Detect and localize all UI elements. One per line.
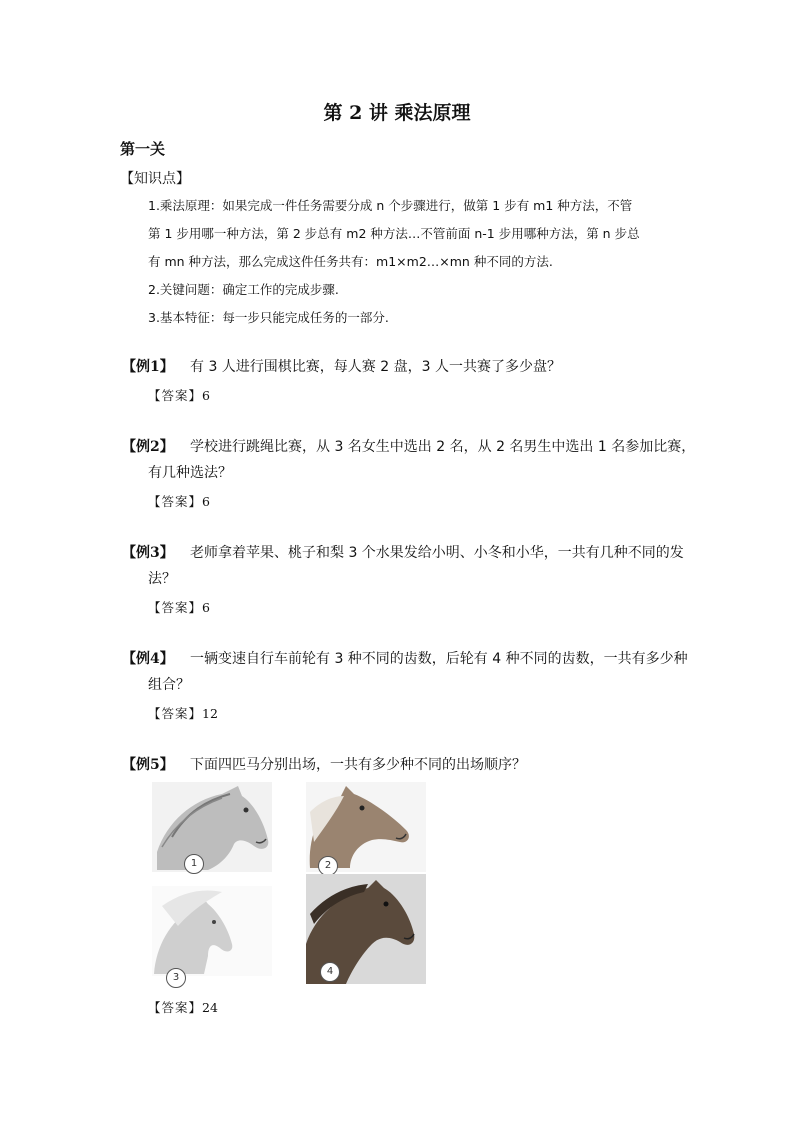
horse-image-2: [306, 782, 426, 872]
example-4-question-line-1: 一辆变速自行车前轮有 3 种不同的齿数，后轮有 4 种不同的齿数，一共有多少种: [190, 651, 688, 667]
example-4-question-line-2: 组合？: [148, 677, 190, 693]
example-4-label: 【例4】: [122, 651, 174, 667]
level-heading: 第一关: [120, 140, 166, 158]
example-3-label: 【例3】: [122, 545, 174, 561]
example-5-answer: [148, 998, 218, 1016]
example-2-label: 【例2】: [122, 439, 174, 455]
knowledge-line-5: 3.基本特征：每一步只能完成任务的一部分.: [148, 310, 389, 325]
answer-value: 6: [202, 494, 210, 509]
page-title: 第 2 讲 乘法原理: [323, 102, 471, 124]
horse-number-1: 1: [184, 854, 204, 874]
example-5-question: 下面四匹马分别出场，一共有多少种不同的出场顺序？: [190, 757, 526, 773]
horse-head-icon: [152, 886, 272, 976]
horse-image-1: [152, 782, 272, 872]
example-2-question-line-1: 学校进行跳绳比赛，从 3 名女生中选出 2 名，从 2 名男生中选出 1 名参加比赛，: [190, 439, 696, 455]
example-4-answer: [148, 704, 218, 722]
answer-value: 6: [202, 388, 210, 403]
horse-number-2: 2: [318, 856, 338, 876]
answer-label: 【答案】: [148, 1000, 203, 1015]
answer-value: 12: [202, 706, 218, 721]
example-3-question-line-2: 法？: [148, 571, 176, 587]
horse-number-4: 4: [320, 962, 340, 982]
example-1-answer: [148, 386, 210, 404]
example-5-label: 【例5】: [122, 757, 174, 773]
answer-label: 【答案】: [148, 388, 203, 403]
horse-image-4: [306, 874, 426, 977]
example-3-answer: [148, 598, 210, 616]
horse-number-3: 3: [166, 968, 186, 988]
knowledge-line-1: 1.乘法原理：如果完成一件任务需要分成 n 个步骤进行，做第 1 步有 m1 种方法，不管: [148, 198, 633, 213]
knowledge-line-3: 有 mn 种方法，那么完成这件任务共有：m1×m2…×mn 种不同的方法.: [148, 254, 553, 269]
horse-head-icon: [152, 782, 272, 872]
answer-label: 【答案】: [148, 600, 203, 615]
answer-label: 【答案】: [148, 706, 203, 721]
example-1-label: 【例1】: [122, 359, 174, 375]
answer-value: 6: [202, 600, 210, 615]
example-2-question-line-2: 有几种选法？: [148, 465, 232, 481]
answer-label: 【答案】: [148, 494, 203, 509]
knowledge-line-4: 2.关键问题：确定工作的完成步骤.: [148, 282, 339, 297]
answer-value: 24: [202, 1000, 218, 1015]
example-2-answer: [148, 492, 210, 510]
knowledge-line-2: 第 1 步用哪一种方法，第 2 步总有 m2 种方法…不管前面 n-1 步用哪种方法，第 n 步总: [148, 226, 640, 241]
example-1-question: 有 3 人进行围棋比赛，每人赛 2 盘，3 人一共赛了多少盘？: [190, 359, 561, 375]
knowledge-heading: 【知识点】: [120, 171, 190, 187]
horse-image-3: [152, 886, 272, 983]
example-3-question-line-1: 老师拿着苹果、桃子和梨 3 个水果发给小明、小冬和小华，一共有几种不同的发: [190, 545, 684, 561]
